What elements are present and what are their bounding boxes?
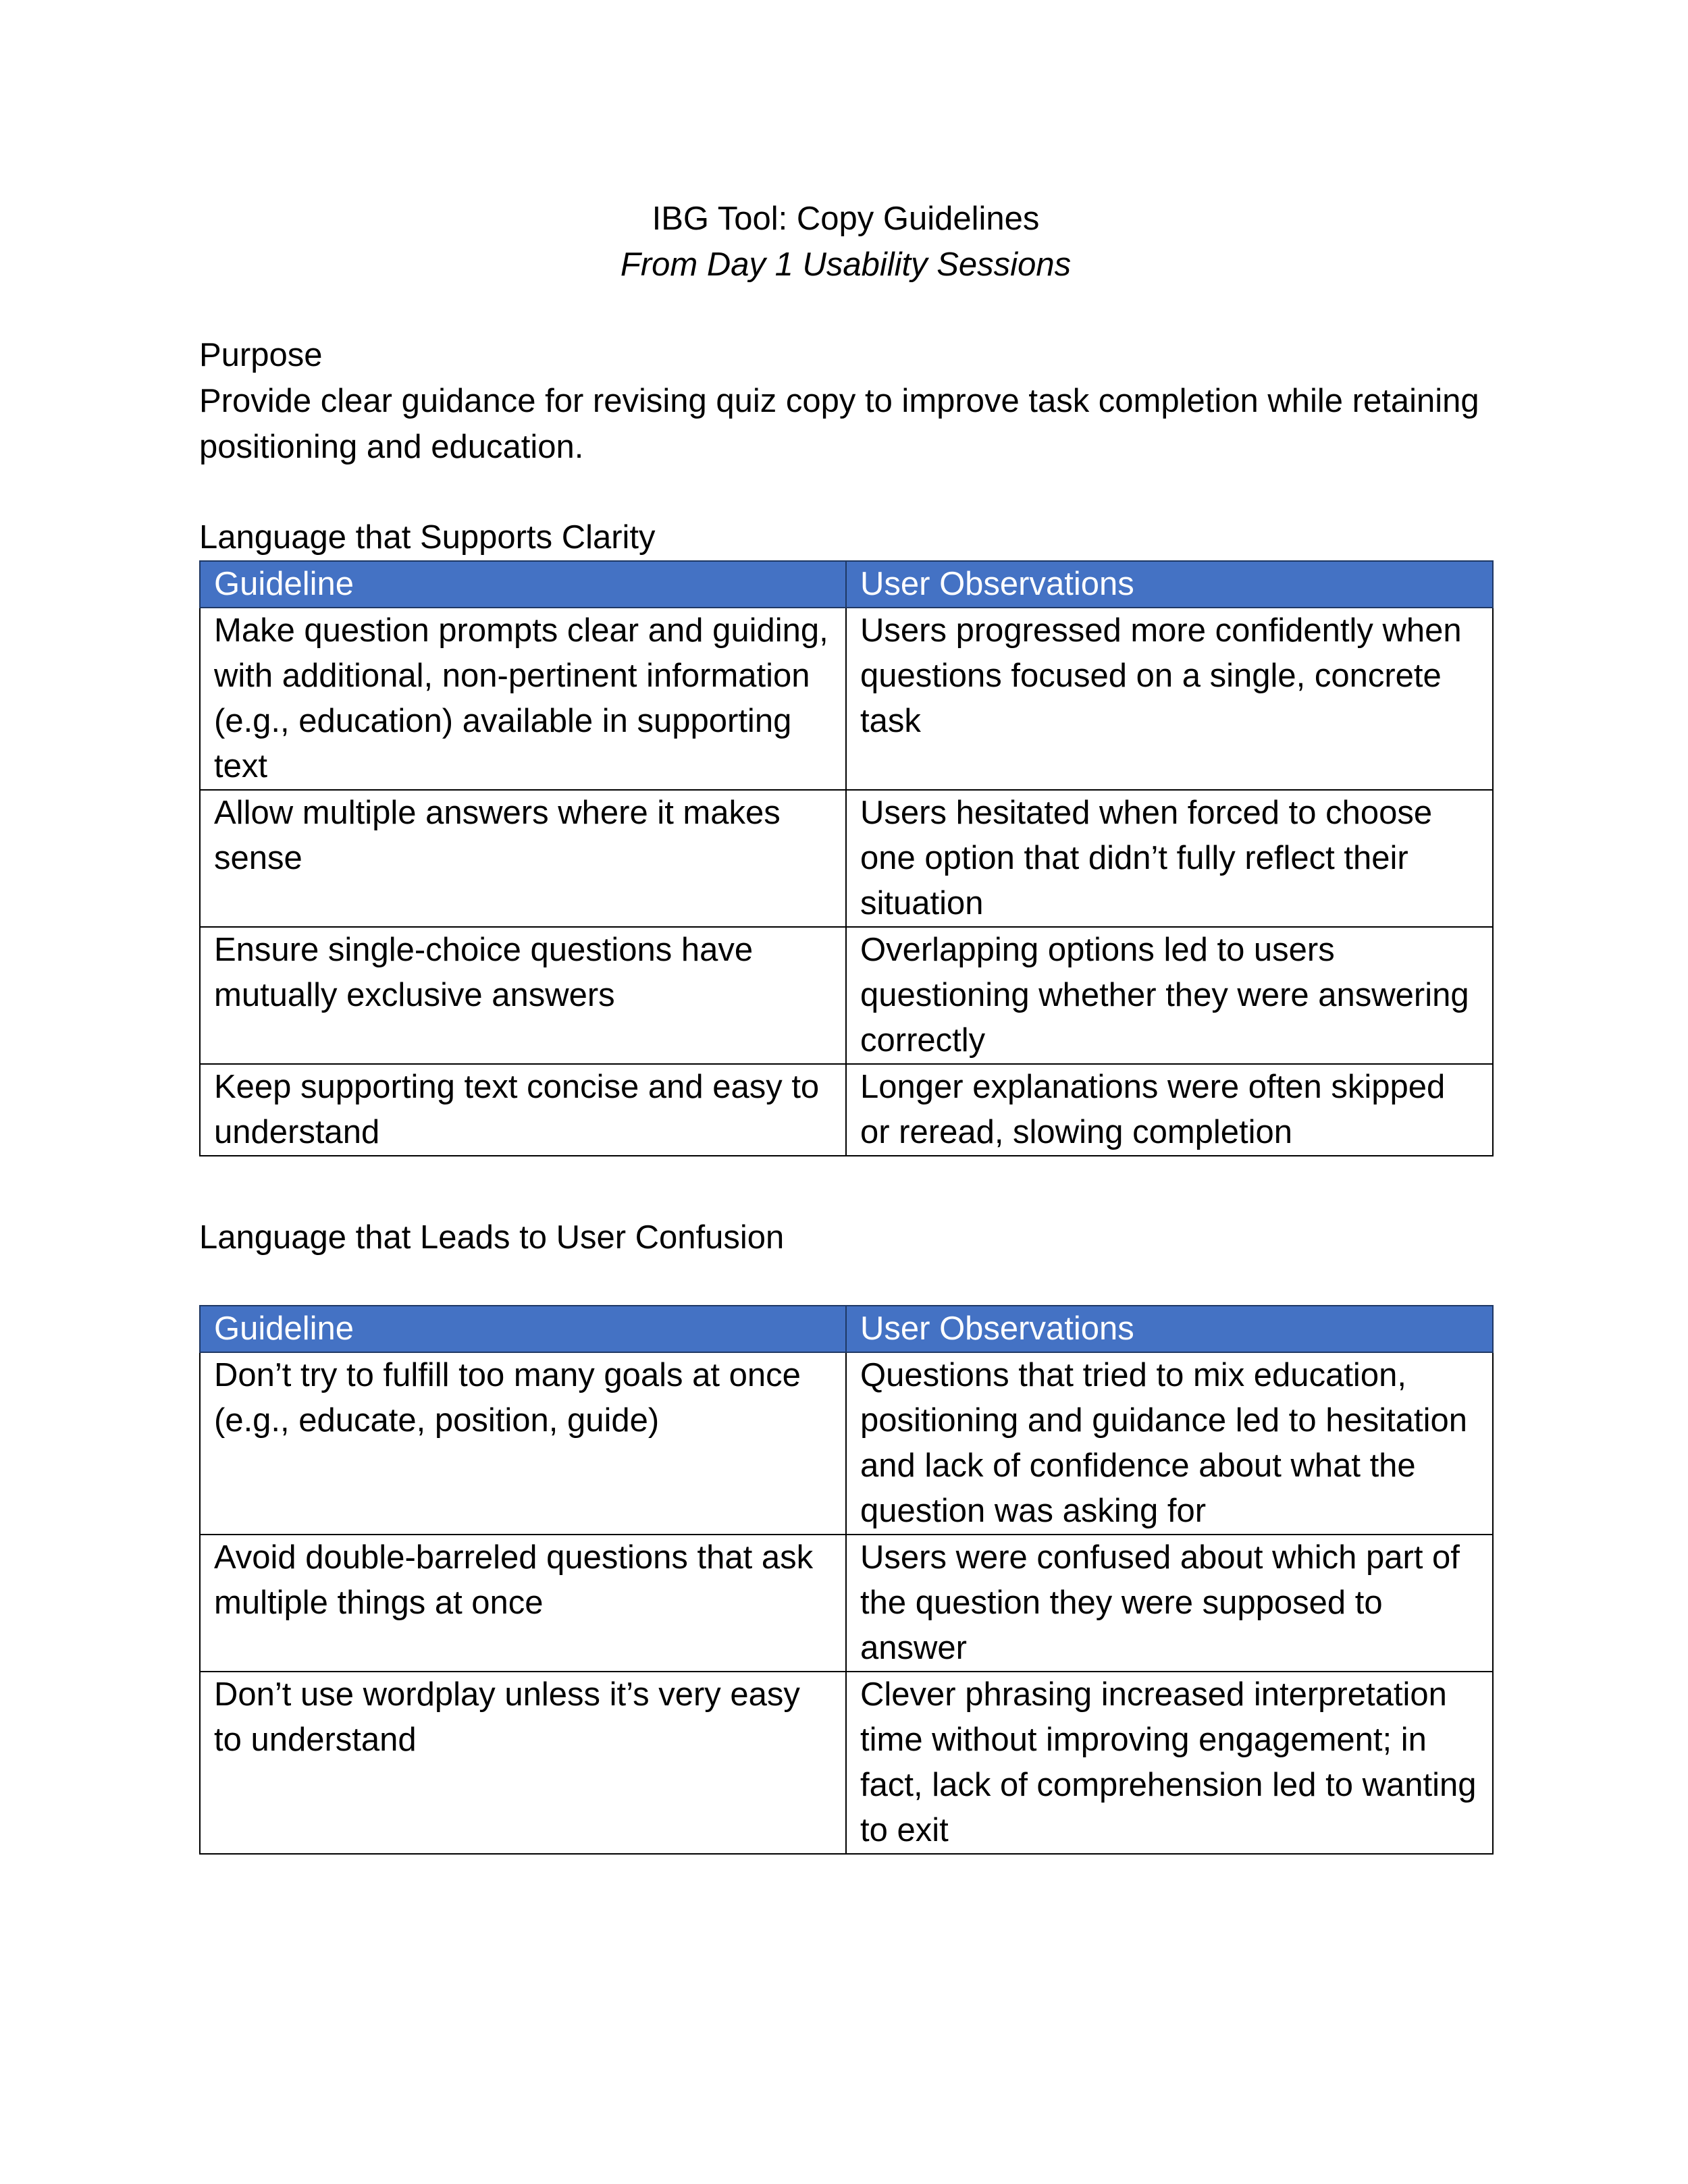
guideline-cell: Allow multiple answers where it makes sense: [200, 790, 846, 927]
document-page: [199, 196, 1492, 1855]
guideline-cell: Don’t use wordplay unless it’s very easy to understand: [200, 1672, 846, 1854]
observation-cell: Clever phrasing increased interpretation time without improving engagement; in fact, lack of comprehension led to wanting to exit: [846, 1672, 1493, 1854]
confusion-heading: Language that Leads to User Confusion: [199, 1219, 785, 1256]
table-row: [200, 790, 1493, 927]
table-row: [200, 608, 1493, 790]
guideline-cell: Don’t try to fulfill too many goals at once (e.g., educate, position, guide): [200, 1352, 846, 1535]
guideline-cell: Keep supporting text concise and easy to understand: [200, 1064, 846, 1156]
observation-cell: Users hesitated when forced to choose one option that didn’t fully reflect their situation: [846, 790, 1493, 927]
observations-column-header: User Observations: [846, 561, 1493, 608]
observation-cell: Users progressed more confidently when questions focused on a single, concrete task: [846, 608, 1493, 790]
guideline-cell: Ensure single-choice questions have mutually exclusive answers: [200, 927, 846, 1064]
table-header-row: [200, 1306, 1493, 1352]
purpose-text: Provide clear guidance for revising quiz copy to improve task completion while retaining positioning and education.: [199, 383, 1479, 465]
page-subtitle: From Day 1 Usability Sessions: [620, 246, 1072, 283]
table-row: [200, 1672, 1493, 1854]
guideline-column-header: Guideline: [200, 561, 846, 608]
clarity-heading: Language that Supports Clarity: [199, 519, 656, 556]
observation-cell: Longer explanations were often skipped or reread, slowing completion: [846, 1064, 1493, 1156]
observations-column-header: User Observations: [846, 1306, 1493, 1352]
table-row: [200, 1535, 1493, 1672]
guideline-cell: Make question prompts clear and guiding, with additional, non-pertinent information (e.g., education) available in supporting text: [200, 608, 846, 790]
observation-cell: Users were confused about which part of the question they were supposed to answer: [846, 1535, 1493, 1672]
observation-cell: Overlapping options led to users questioning whether they were answering correctly: [846, 927, 1493, 1064]
guideline-cell: Avoid double-barreled questions that ask multiple things at once: [200, 1535, 846, 1672]
observation-cell: Questions that tried to mix education, positioning and guidance led to hesitation and lack of confidence about what the question was asking for: [846, 1352, 1493, 1535]
confusion-table: [199, 1305, 1494, 1855]
table-header-row: [200, 561, 1493, 608]
clarity-table: [199, 560, 1494, 1156]
table-row: [200, 927, 1493, 1064]
table-row: [200, 1352, 1493, 1535]
table-row: [200, 1064, 1493, 1156]
guideline-column-header: Guideline: [200, 1306, 846, 1352]
page-title: IBG Tool: Copy Guidelines: [652, 201, 1040, 237]
purpose-heading: Purpose: [199, 337, 323, 373]
